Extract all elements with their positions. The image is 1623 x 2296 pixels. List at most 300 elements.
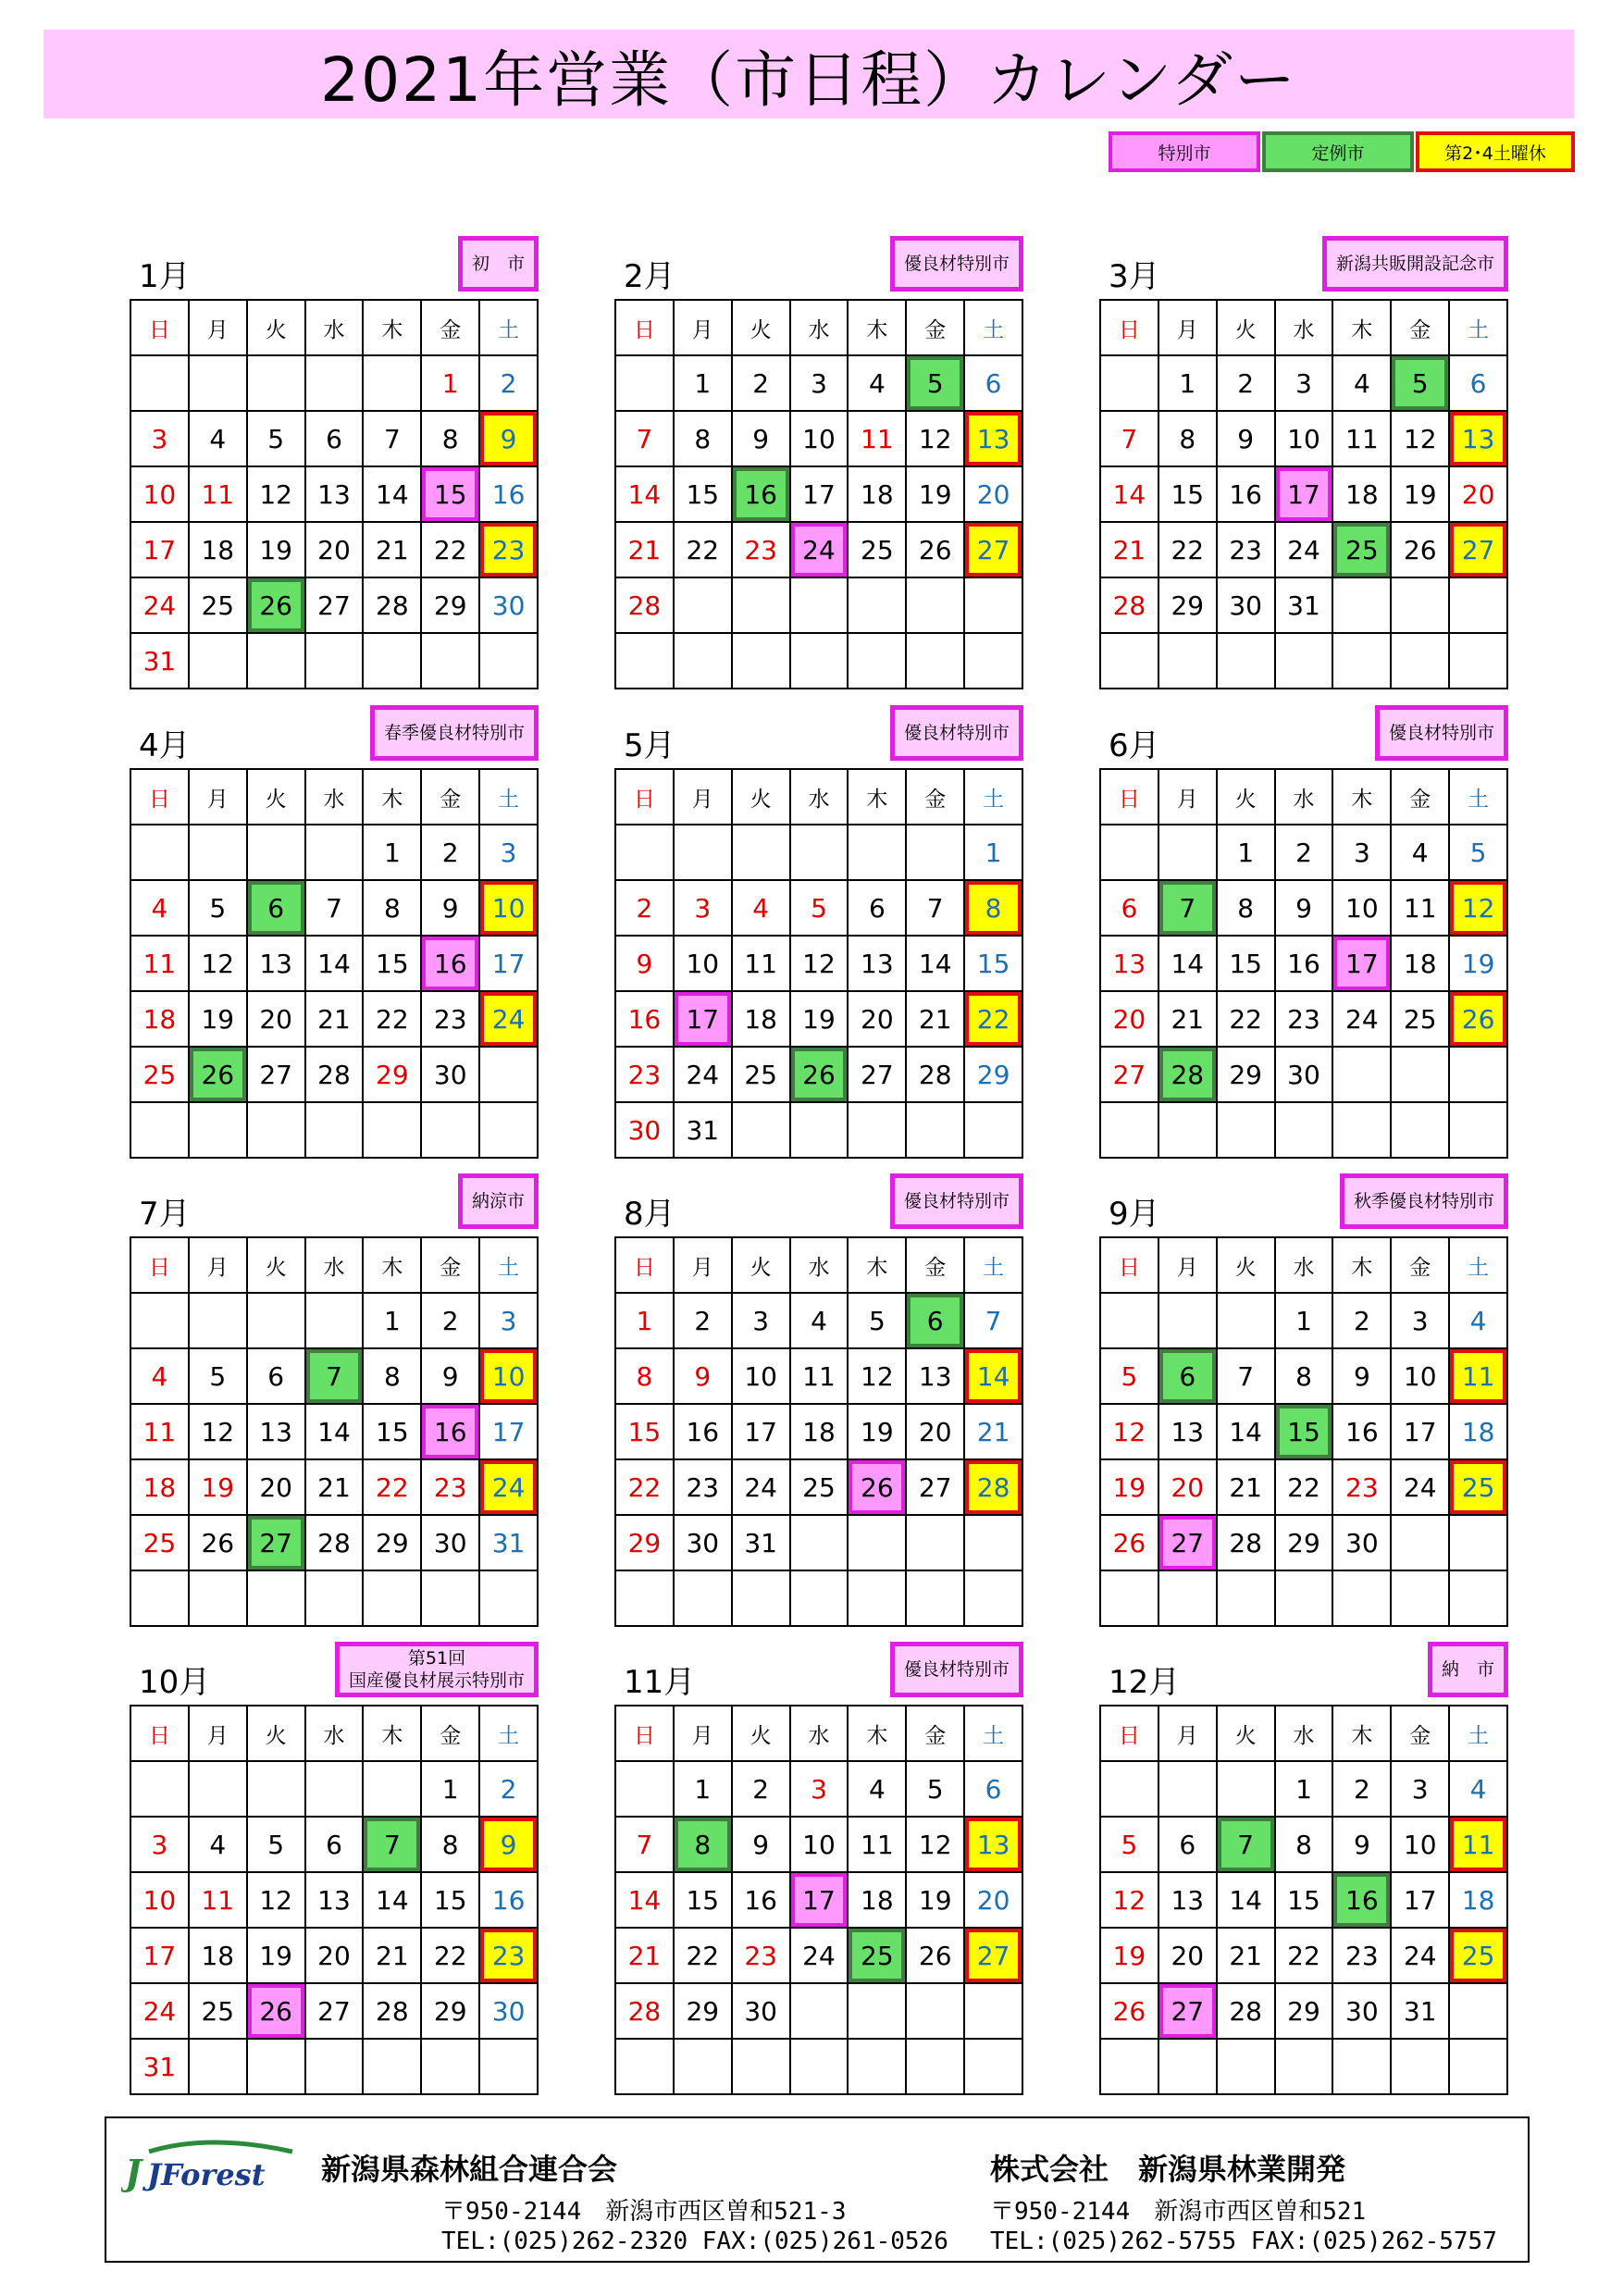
day-cell: 5	[1101, 1818, 1159, 1873]
empty-cell	[480, 1103, 539, 1159]
org1-address: 〒950-2144 新潟市西区曽和521-3	[441, 2198, 847, 2226]
day-cell: 4	[131, 1349, 190, 1405]
day-cell: 1	[1218, 825, 1276, 881]
weekday-header: 月	[190, 301, 248, 356]
empty-cell	[1101, 2040, 1159, 2095]
day-cell: 17	[131, 1929, 190, 1984]
day-cell: 10	[1392, 1818, 1450, 1873]
empty-cell	[616, 1571, 675, 1627]
empty-cell	[190, 1294, 248, 1349]
weekday-header: 金	[422, 301, 480, 356]
weekday-header: 木	[1333, 1706, 1392, 1762]
event-label	[890, 1642, 1023, 1697]
day-cell: 16	[1333, 1405, 1392, 1460]
day-cell: 2	[1333, 1294, 1392, 1349]
weekday-header: 木	[849, 301, 907, 356]
empty-cell	[364, 356, 422, 412]
day-cell: 13	[306, 467, 365, 523]
day-cell: 14	[616, 1873, 675, 1929]
day-cell: 11	[791, 1349, 849, 1405]
event-label	[458, 1173, 539, 1229]
day-cell: 15	[616, 1405, 675, 1460]
svg-text:J: J	[125, 2152, 142, 2192]
empty-cell	[1159, 1762, 1218, 1818]
weekday-header: 火	[248, 1238, 306, 1294]
day-cell: 10	[675, 937, 733, 992]
day-cell-special: 26	[849, 1460, 907, 1516]
day-cell: 6	[1101, 881, 1159, 937]
day-cell: 19	[1101, 1460, 1159, 1516]
day-cell: 12	[190, 1405, 248, 1460]
day-cell: 17	[480, 1405, 539, 1460]
empty-cell	[1101, 1571, 1159, 1627]
month-grid	[1099, 1236, 1508, 1627]
day-cell-regular: 6	[907, 1294, 965, 1349]
month-calendar	[614, 236, 1023, 693]
day-cell: 29	[1276, 1984, 1334, 2040]
empty-cell	[616, 825, 675, 881]
day-cell-regular: 26	[190, 1048, 248, 1103]
empty-cell	[1450, 1103, 1508, 1159]
empty-cell	[248, 634, 306, 689]
empty-cell	[1101, 825, 1159, 881]
day-cell: 6	[1159, 1818, 1218, 1873]
day-cell: 19	[248, 1929, 306, 1984]
month-grid	[614, 1236, 1023, 1627]
day-cell: 18	[1333, 467, 1392, 523]
legend-special: 特別市	[1109, 131, 1260, 172]
day-cell: 20	[965, 1873, 1023, 1929]
event-label-line: 納涼市	[471, 1191, 525, 1211]
day-cell: 14	[364, 1873, 422, 1929]
day-cell-regular: 25	[1333, 523, 1392, 578]
day-cell: 27	[849, 1048, 907, 1103]
day-cell: 29	[422, 578, 480, 634]
event-label-line: 優良材特別市	[903, 254, 1010, 274]
weekday-header: 木	[849, 1238, 907, 1294]
empty-cell	[190, 825, 248, 881]
empty-cell	[849, 2040, 907, 2095]
day-cell: 16	[480, 1873, 539, 1929]
day-cell: 30	[480, 578, 539, 634]
day-cell: 17	[791, 467, 849, 523]
day-cell: 5	[248, 412, 306, 467]
empty-cell	[480, 1048, 539, 1103]
day-cell: 5	[907, 1762, 965, 1818]
event-label-line: 春季優良材特別市	[383, 723, 525, 743]
weekday-header: 日	[131, 301, 190, 356]
weekday-header: 金	[422, 770, 480, 825]
day-cell: 4	[849, 1762, 907, 1818]
day-cell: 5	[190, 1349, 248, 1405]
event-label-line: 優良材特別市	[903, 723, 1010, 743]
day-cell: 12	[1392, 412, 1450, 467]
day-cell-regular: 26	[791, 1048, 849, 1103]
empty-cell	[1333, 1103, 1392, 1159]
month-grid	[130, 299, 539, 689]
day-cell: 1	[422, 356, 480, 412]
day-cell: 28	[616, 578, 675, 634]
day-cell-holiday: 12	[1450, 881, 1508, 937]
month-calendar	[614, 1173, 1023, 1631]
day-cell: 5	[1101, 1349, 1159, 1405]
empty-cell	[1101, 1762, 1159, 1818]
day-cell: 29	[1159, 578, 1218, 634]
empty-cell	[190, 356, 248, 412]
day-cell: 15	[965, 937, 1023, 992]
weekday-header: 火	[248, 770, 306, 825]
day-cell: 21	[1101, 523, 1159, 578]
day-cell: 14	[616, 467, 675, 523]
month-label: 2月	[624, 258, 675, 295]
day-cell: 15	[364, 937, 422, 992]
day-cell: 30	[1276, 1048, 1334, 1103]
day-cell: 3	[480, 1294, 539, 1349]
day-cell: 22	[422, 1929, 480, 1984]
empty-cell	[131, 1103, 190, 1159]
day-cell: 23	[1276, 992, 1334, 1048]
empty-cell	[616, 2040, 675, 2095]
day-cell: 10	[791, 412, 849, 467]
day-cell: 11	[849, 1818, 907, 1873]
empty-cell	[791, 1571, 849, 1627]
empty-cell	[1450, 1571, 1508, 1627]
day-cell: 27	[306, 578, 365, 634]
day-cell-special: 17	[1276, 467, 1334, 523]
weekday-header: 木	[1333, 770, 1392, 825]
month-calendar	[1099, 705, 1508, 1162]
day-cell: 3	[791, 1762, 849, 1818]
day-cell: 30	[1333, 1984, 1392, 2040]
org1-tel: TEL:(025)262-2320 FAX:(025)261-0526	[441, 2228, 948, 2255]
day-cell: 21	[306, 992, 365, 1048]
day-cell: 14	[306, 937, 365, 992]
day-cell: 2	[733, 1762, 791, 1818]
empty-cell	[1450, 1984, 1508, 2040]
weekday-header: 土	[1450, 301, 1508, 356]
day-cell: 12	[248, 1873, 306, 1929]
weekday-header: 月	[190, 1238, 248, 1294]
day-cell-holiday: 10	[480, 881, 539, 937]
day-cell: 3	[1333, 825, 1392, 881]
empty-cell	[480, 1571, 539, 1627]
day-cell-holiday: 24	[480, 1460, 539, 1516]
weekday-header: 月	[1159, 301, 1218, 356]
empty-cell	[791, 1984, 849, 2040]
day-cell: 3	[675, 881, 733, 937]
day-cell: 1	[364, 1294, 422, 1349]
day-cell: 10	[733, 1349, 791, 1405]
weekday-header: 日	[1101, 1706, 1159, 1762]
org2-tel: TEL:(025)262-5755 FAX:(025)262-5757	[990, 2228, 1497, 2255]
weekday-header: 金	[1392, 301, 1450, 356]
day-cell: 24	[131, 1984, 190, 2040]
day-cell: 15	[675, 467, 733, 523]
weekday-header: 木	[849, 770, 907, 825]
day-cell: 1	[675, 356, 733, 412]
day-cell: 19	[1101, 1929, 1159, 1984]
day-cell: 6	[306, 1818, 365, 1873]
month-grid	[614, 1705, 1023, 2095]
day-cell: 8	[1159, 412, 1218, 467]
weekday-header: 木	[364, 301, 422, 356]
day-cell: 20	[248, 992, 306, 1048]
empty-cell	[675, 578, 733, 634]
empty-cell	[616, 356, 675, 412]
day-cell: 23	[616, 1048, 675, 1103]
day-cell: 16	[1218, 467, 1276, 523]
empty-cell	[1392, 578, 1450, 634]
empty-cell	[364, 1103, 422, 1159]
empty-cell	[1101, 634, 1159, 689]
day-cell: 3	[733, 1294, 791, 1349]
empty-cell	[1276, 634, 1334, 689]
weekday-header: 月	[190, 1706, 248, 1762]
day-cell: 2	[480, 1762, 539, 1818]
day-cell: 4	[849, 356, 907, 412]
weekday-header: 水	[791, 770, 849, 825]
empty-cell	[131, 1571, 190, 1627]
day-cell-special: 17	[1333, 937, 1392, 992]
day-cell: 9	[422, 881, 480, 937]
jforest-logo	[121, 2139, 297, 2192]
event-label	[890, 1173, 1023, 1229]
day-cell: 20	[306, 1929, 365, 1984]
day-cell: 7	[616, 412, 675, 467]
weekday-header: 金	[1392, 1706, 1450, 1762]
day-cell-regular: 6	[1159, 1349, 1218, 1405]
empty-cell	[422, 634, 480, 689]
day-cell: 4	[1333, 356, 1392, 412]
day-cell: 28	[1218, 1516, 1276, 1571]
weekday-header: 土	[480, 1238, 539, 1294]
empty-cell	[849, 1516, 907, 1571]
weekday-header: 月	[1159, 1706, 1218, 1762]
day-cell: 18	[1450, 1873, 1508, 1929]
weekday-header: 水	[306, 770, 365, 825]
month-calendar	[1099, 1173, 1508, 1631]
empty-cell	[849, 1984, 907, 2040]
day-cell: 18	[131, 1460, 190, 1516]
day-cell: 25	[849, 523, 907, 578]
month-grid	[614, 768, 1023, 1159]
day-cell: 8	[616, 1349, 675, 1405]
empty-cell	[1392, 1048, 1450, 1103]
empty-cell	[190, 2040, 248, 2095]
empty-cell	[907, 1571, 965, 1627]
weekday-header: 火	[733, 770, 791, 825]
weekday-header: 日	[616, 1238, 675, 1294]
day-cell-special: 15	[422, 467, 480, 523]
day-cell: 3	[480, 825, 539, 881]
day-cell: 21	[616, 1929, 675, 1984]
day-cell: 23	[1333, 1929, 1392, 1984]
day-cell: 24	[1392, 1460, 1450, 1516]
day-cell: 29	[675, 1984, 733, 2040]
day-cell-regular: 5	[1392, 356, 1450, 412]
month-calendar	[130, 1642, 539, 2099]
weekday-header: 木	[849, 1706, 907, 1762]
empty-cell	[907, 2040, 965, 2095]
empty-cell	[1450, 1516, 1508, 1571]
day-cell: 6	[965, 1762, 1023, 1818]
day-cell: 28	[907, 1048, 965, 1103]
day-cell: 28	[364, 1984, 422, 2040]
day-cell: 28	[306, 1048, 365, 1103]
day-cell: 1	[1159, 356, 1218, 412]
day-cell: 31	[675, 1103, 733, 1159]
day-cell: 9	[422, 1349, 480, 1405]
empty-cell	[1392, 1516, 1450, 1571]
event-label-line: 優良材特別市	[903, 1659, 1010, 1680]
day-cell: 25	[791, 1460, 849, 1516]
day-cell: 12	[1101, 1873, 1159, 1929]
day-cell: 21	[907, 992, 965, 1048]
empty-cell	[306, 634, 365, 689]
day-cell: 8	[1276, 1818, 1334, 1873]
day-cell: 13	[907, 1349, 965, 1405]
empty-cell	[1159, 1294, 1218, 1349]
event-label-line: 秋季優良材特別市	[1353, 1191, 1494, 1211]
org2-address: 〒950-2144 新潟市西区曽和521	[990, 2198, 1367, 2226]
empty-cell	[190, 1571, 248, 1627]
day-cell: 15	[422, 1873, 480, 1929]
day-cell: 30	[422, 1048, 480, 1103]
day-cell: 28	[1218, 1984, 1276, 2040]
day-cell: 23	[733, 1929, 791, 1984]
empty-cell	[1450, 1048, 1508, 1103]
empty-cell	[675, 825, 733, 881]
month-label: 4月	[139, 727, 191, 764]
weekday-header: 月	[1159, 1238, 1218, 1294]
day-cell: 7	[965, 1294, 1023, 1349]
day-cell-holiday: 22	[965, 992, 1023, 1048]
day-cell: 1	[616, 1294, 675, 1349]
event-label-line: 納 市	[1441, 1659, 1494, 1680]
org2-name: 株式会社 新潟県林業開発	[990, 2152, 1346, 2187]
day-cell-special: 17	[791, 1873, 849, 1929]
day-cell: 12	[248, 467, 306, 523]
empty-cell	[364, 634, 422, 689]
day-cell: 2	[480, 356, 539, 412]
day-cell: 26	[1392, 523, 1450, 578]
empty-cell	[1101, 356, 1159, 412]
day-cell: 23	[422, 1460, 480, 1516]
empty-cell	[616, 634, 675, 689]
day-cell: 30	[422, 1516, 480, 1571]
day-cell: 18	[1392, 937, 1450, 992]
month-label: 7月	[139, 1196, 191, 1233]
day-cell: 4	[131, 881, 190, 937]
day-cell: 11	[1333, 412, 1392, 467]
weekday-header: 日	[616, 770, 675, 825]
day-cell-holiday: 23	[480, 1929, 539, 1984]
weekday-header: 水	[1276, 1706, 1334, 1762]
day-cell-holiday: 10	[480, 1349, 539, 1405]
day-cell: 20	[1159, 1929, 1218, 1984]
day-cell: 8	[364, 1349, 422, 1405]
empty-cell	[733, 1103, 791, 1159]
day-cell: 15	[1159, 467, 1218, 523]
weekday-header: 金	[907, 301, 965, 356]
empty-cell	[907, 578, 965, 634]
day-cell: 14	[1218, 1405, 1276, 1460]
month-grid	[1099, 1705, 1508, 2095]
day-cell: 12	[849, 1349, 907, 1405]
empty-cell	[733, 825, 791, 881]
empty-cell	[907, 825, 965, 881]
day-cell: 10	[131, 467, 190, 523]
empty-cell	[965, 1516, 1023, 1571]
day-cell: 13	[248, 937, 306, 992]
day-cell: 24	[1333, 992, 1392, 1048]
empty-cell	[791, 825, 849, 881]
day-cell: 18	[849, 467, 907, 523]
day-cell: 21	[364, 1929, 422, 1984]
day-cell-regular: 16	[733, 467, 791, 523]
empty-cell	[1276, 2040, 1334, 2095]
empty-cell	[306, 1762, 365, 1818]
day-cell-regular: 7	[364, 1818, 422, 1873]
day-cell-regular: 6	[248, 881, 306, 937]
weekday-header: 月	[190, 770, 248, 825]
weekday-header: 土	[965, 770, 1023, 825]
weekday-header: 月	[675, 1706, 733, 1762]
day-cell: 15	[1276, 1873, 1334, 1929]
day-cell: 26	[907, 1929, 965, 1984]
month-grid	[130, 1705, 539, 2095]
day-cell: 6	[306, 412, 365, 467]
day-cell: 18	[791, 1405, 849, 1460]
day-cell: 21	[1218, 1460, 1276, 1516]
empty-cell	[190, 1762, 248, 1818]
day-cell: 19	[190, 1460, 248, 1516]
day-cell: 9	[1333, 1349, 1392, 1405]
day-cell: 31	[131, 2040, 190, 2095]
day-cell: 22	[1276, 1929, 1334, 1984]
day-cell: 23	[1218, 523, 1276, 578]
day-cell: 12	[1101, 1405, 1159, 1460]
day-cell: 14	[364, 467, 422, 523]
day-cell: 25	[131, 1516, 190, 1571]
day-cell: 18	[190, 523, 248, 578]
weekday-header: 金	[907, 770, 965, 825]
day-cell: 27	[248, 1048, 306, 1103]
day-cell: 11	[131, 1405, 190, 1460]
empty-cell	[364, 1762, 422, 1818]
day-cell: 31	[480, 1516, 539, 1571]
day-cell-regular: 7	[1159, 881, 1218, 937]
empty-cell	[306, 356, 365, 412]
day-cell: 4	[791, 1294, 849, 1349]
day-cell: 15	[1218, 937, 1276, 992]
weekday-header: 金	[1392, 1238, 1450, 1294]
day-cell: 27	[1101, 1048, 1159, 1103]
weekday-header: 木	[364, 1238, 422, 1294]
empty-cell	[480, 2040, 539, 2095]
empty-cell	[791, 1516, 849, 1571]
empty-cell	[131, 825, 190, 881]
day-cell: 13	[849, 937, 907, 992]
month-calendar	[130, 1173, 539, 1631]
day-cell: 7	[364, 412, 422, 467]
day-cell: 9	[1218, 412, 1276, 467]
day-cell: 13	[306, 1873, 365, 1929]
day-cell: 20	[306, 523, 365, 578]
day-cell: 1	[364, 825, 422, 881]
day-cell: 16	[480, 467, 539, 523]
weekday-header: 土	[480, 770, 539, 825]
